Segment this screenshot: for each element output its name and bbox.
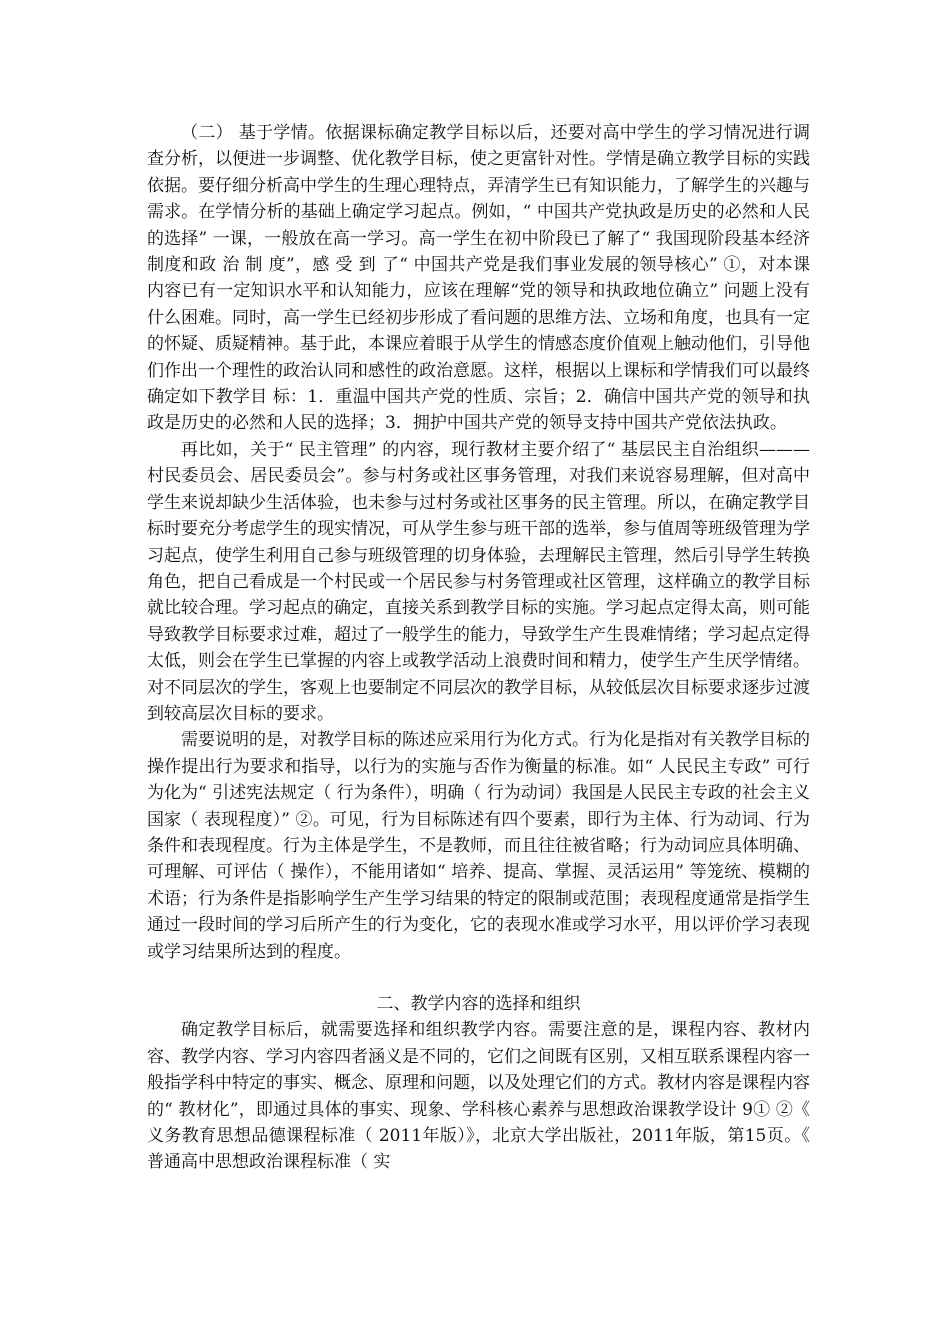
- paragraph-behavioral-objectives: 需要说明的是，对教学目标的陈述应采用行为化方式。行为化是指对有关教学目标的操作提出行为要求和指导，以行为的实施与否作为衡量的标准。如“ 人民民主专政” 可行为化为“ 引述宪法规定（ 行为条件），明确（ 行为动词）我国是人民民主专政的社会主义国家（ 表现程度）” ②。可见，行为目标陈述有四个要素，即行为主体、行为动词、行为条件和表现程度。行为主体是学生，不是教师，而且往往被省略；行为动词应具体明确、可理解、可评估（ 操作），不能用诸如“ 培养、提高、掌握、灵活运用” 等笼统、模糊的术语；行为条件是指影响学生产生学习结果的特定的限制或范围；表现程度通常是指学生通过一段时间的学习后所产生的行为变化，它的表现水准或学习水平，用以评价学习表现或学习结果所达到的程度。: [147, 730, 810, 962]
- section-heading: 二、教学内容的选择和组织: [376, 994, 581, 1014]
- document-page: [147, 120, 810, 1176]
- paragraph-student-situation: （二） 基于学情。依据课标确定教学目标以后，还要对高中学生的学习情况进行调查分析，以便进一步调整、优化教学目标，使之更富针对性。学情是确立教学目标的实践依据。要仔细分析高中学生的生理心理特点，弄清学生已有知识能力，了解学生的兴趣与需求。在学情分析的基础上确定学习起点。例如，“ 中国共产党执政是历史的必然和人民的选择” 一课，一般放在高一学习。高一学生在初中阶段已了解了“ 我国现阶段基本经济制度和政 治 制 度”，感 受 到 了“ 中国共产党是我们事业发展的领导核心” ①，对本课内容已有一定知识水平和认知能力，应该在理解“党的领导和执政地位确立” 问题上没有什么困难。同时，高一学生已经初步形成了看问题的思维方法、立场和角度，也具有一定的怀疑、质疑精神。基于此，本课应着眼于从学生的情感态度价值观上触动他们，引导他们作出一个理性的政治认同和感性的政治意愿。这样，根据以上课标和学情我们可以最终确定如下教学目 标：1．重温中国共产党的性质、宗旨；2．确信中国共产党的领导和执政是历史的必然和人民的选择；3．拥护中国共产党的领导支持中国共产党依法执政。: [147, 123, 810, 434]
- paragraph-democratic-management: 再比如，关于“ 民主管理” 的内容，现行教材主要介绍了“ 基层民主自治组织———村民委员会、居民委员会”。参与村务或社区事务管理，对我们来说容易理解，但对高中学生来说却缺少生活体验，也未参与过村务或社区事务的民主管理。所以，在确定教学目标时要充分考虑学生的现实情况，可从学生参与班干部的选举，参与值周等班级管理为学习起点，使学生利用自己参与班级管理的切身体验，去理解民主管理，然后引导学生转换角色，把自己看成是一个村民或一个居民参与村务管理或社区管理，这样确立的教学目标就比较合理。学习起点的确定，直接关系到教学目标的实施。学习起点定得太高，则可能导致教学目标要求过难，超过了一般学生的能力，导致学生产生畏难情绪；学习起点定得太低，则会在学生已掌握的内容上或教学活动上浪费时间和精力，使学生产生厌学情绪。对不同层次的学生，客观上也要制定不同层次的教学目标，从较低层次目标要求逐步过渡到较高层次目标的要求。: [147, 439, 810, 724]
- paragraph-content-selection: 确定教学目标后，就需要选择和组织教学内容。需要注意的是，课程内容、教材内容、教学内容、学习内容四者涵义是不同的，它们之间既有区别，又相互联系课程内容一般指学科中特定的事实、概念、原理和问题，以及处理它们的方式。教材内容是课程内容的“ 教材化”，即通过具体的事实、现象、学科核心素养与思想政治课教学设计 9① ②《 义务教育思想品德课程标准（ 2011年版）》，北京大学出版社，2011年版，第15页。《 普通高中思想政治课程标准（ 实: [147, 1020, 810, 1173]
